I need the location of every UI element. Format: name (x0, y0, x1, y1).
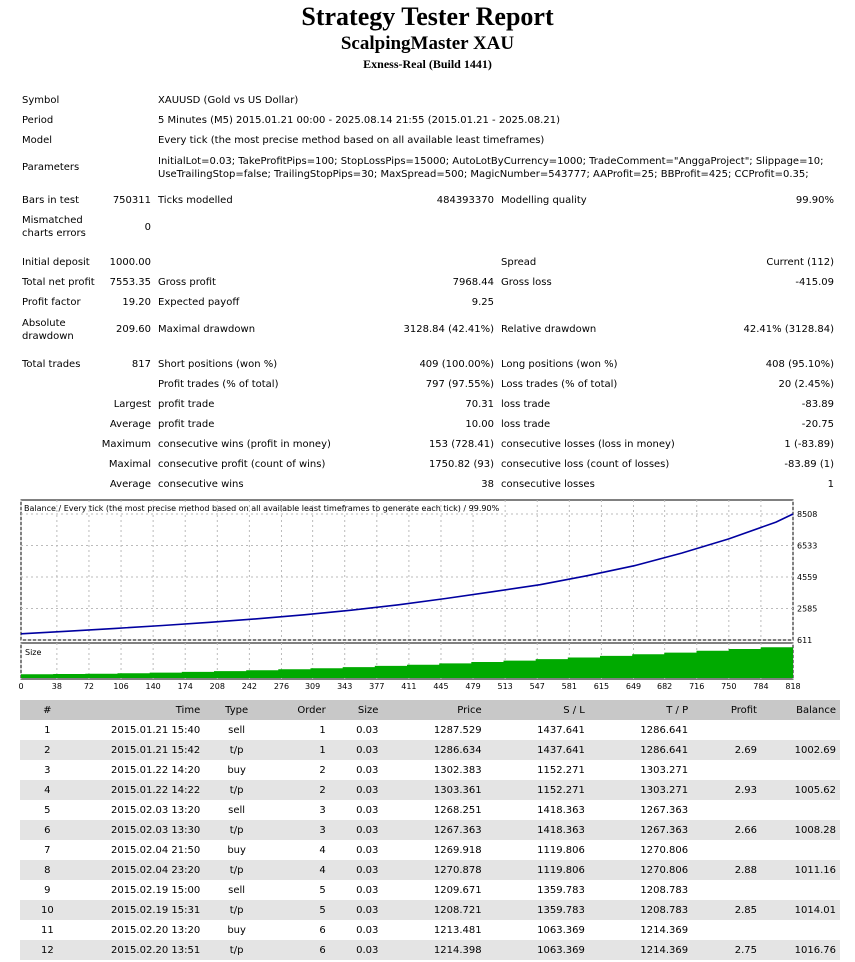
table-cell: 1286.634 (382, 740, 485, 760)
table-cell: 0.03 (330, 740, 383, 760)
y-tick-label: 6533 (797, 541, 818, 551)
table-cell: 2015.01.21 15:40 (110, 724, 201, 736)
table-cell: 1287.529 (433, 724, 482, 736)
table-cell: 2 (20, 740, 75, 760)
table-cell: t/p (204, 740, 269, 760)
col-header: Balance (761, 700, 840, 720)
table-cell: 4 (319, 844, 326, 856)
table-cell: 2.69 (692, 740, 761, 760)
profit-trades-label: Profit trades (% of total) (158, 379, 279, 390)
avg-cons-losses-label: consecutive losses (501, 479, 595, 490)
table-cell (761, 920, 840, 940)
table-cell: 1359.783 (537, 884, 585, 896)
table-cell: 2015.02.04 23:20 (75, 860, 205, 880)
table-cell: 1 (44, 724, 51, 736)
average-profit-value: 10.00 (465, 419, 494, 430)
cons-profit-value: 1750.82 (93) (428, 459, 494, 470)
x-tick-label: 513 (497, 682, 513, 691)
table-cell: t/p (204, 900, 269, 920)
profit-trades-value: 797 (97.55%) (425, 379, 494, 390)
maximal-row (0, 455, 855, 475)
table-cell: 10 (20, 900, 75, 920)
x-tick-label: 445 (433, 682, 449, 691)
x-tick-label: 750 (721, 682, 737, 691)
table-cell: 1119.806 (486, 860, 589, 880)
table-row (20, 720, 840, 740)
abs-dd-label-2: drawdown (22, 331, 74, 342)
table-cell: 5 (319, 884, 326, 896)
table-cell: 4 (20, 780, 75, 800)
quality-value: 99.90% (795, 195, 834, 206)
table-cell: buy (227, 844, 246, 856)
model-label: Model (22, 135, 53, 146)
table-cell: 1286.641 (640, 724, 689, 736)
x-tick-label: 106 (113, 682, 129, 691)
gross-profit-value: 7968.44 (452, 277, 494, 288)
bars-label: Bars in test (22, 195, 79, 206)
table-cell: t/p (204, 860, 269, 880)
table-cell: 1303.361 (382, 780, 485, 800)
profit-trades-row (0, 375, 855, 395)
average-row (0, 415, 855, 435)
mismatch-row (0, 218, 855, 238)
table-cell: 0.03 (330, 900, 383, 920)
long-value: 408 (95.10%) (765, 359, 834, 370)
cons-profit-label: consecutive profit (count of wins) (158, 459, 326, 470)
average-profit-label: profit trade (158, 419, 215, 430)
x-tick-label: 377 (369, 682, 385, 691)
model-value: Every tick (the most precise method based on all available least timeframes) (158, 135, 545, 146)
model-row (0, 131, 855, 151)
avg-cons-losses-value: 1 (827, 479, 834, 490)
profit-factor-value: 19.20 (122, 297, 151, 308)
table-cell: 1011.16 (761, 860, 840, 880)
table-cell: 4 (269, 860, 330, 880)
table-cell: 8 (20, 860, 75, 880)
avg-cons-wins-label: consecutive wins (158, 479, 244, 490)
symbol-value: XAUUSD (Gold vs US Dollar) (158, 95, 299, 106)
parameters-line-2: UseTrailingStop=false; TrailingStopPips=30; MaxSpread=500; MagicNumber=543777; AAProfit=25; BBProfit=425; CCProfit=0.35; (158, 169, 809, 180)
y-tick-label: 8508 (797, 510, 818, 519)
largest-profit-value: 70.31 (465, 399, 494, 410)
x-tick-label: 411 (401, 682, 417, 691)
table-cell: 3 (319, 804, 326, 816)
col-header: Price (382, 700, 485, 720)
table-cell: 1119.806 (537, 844, 585, 856)
table-cell: 1016.76 (761, 940, 840, 960)
table-body (20, 720, 840, 960)
expected-payoff-value: 9.25 (471, 297, 494, 308)
table-cell: 2015.02.20 13:20 (110, 924, 201, 936)
deposit-row (0, 253, 855, 273)
table-cell (761, 840, 840, 860)
avg-cons-row (0, 475, 855, 495)
x-tick-label: 276 (273, 682, 290, 691)
table-cell: 0.03 (330, 820, 383, 840)
table-cell: 11 (40, 924, 54, 936)
x-tick-label: 309 (304, 682, 321, 691)
table-cell: 2015.02.04 21:50 (110, 844, 201, 856)
table-cell: 1214.369 (640, 924, 689, 936)
table-row (20, 940, 840, 960)
parameters-line-1: InitialLot=0.03; TakeProfitPips=100; StopLossPips=15000; AutoLotByCurrency=1000; TradeComment="AnggaProject"; Slippage=10; (158, 156, 824, 167)
gross-loss-label: Gross loss (501, 277, 552, 288)
table-cell: 5 (44, 804, 51, 816)
table-cell: 2.93 (692, 780, 761, 800)
table-cell: 1303.271 (640, 764, 689, 776)
x-tick-label: 615 (593, 682, 610, 691)
table-cell: 1208.783 (589, 900, 692, 920)
table-cell: 1270.878 (382, 860, 485, 880)
x-tick-label: 140 (145, 682, 161, 691)
table-cell: 1214.369 (589, 940, 692, 960)
period-value: 5 Minutes (M5) 2015.01.21 00:00 - 2025.08.14 21:55 (2015.01.21 - 2025.08.21) (158, 115, 560, 126)
max-dd-value: 3128.84 (42.41%) (403, 324, 494, 335)
short-value: 409 (100.00%) (419, 359, 494, 370)
long-label: Long positions (won %) (501, 359, 618, 370)
largest-loss-label: loss trade (501, 399, 551, 410)
period-label: Period (22, 115, 54, 126)
short-label: Short positions (won %) (158, 359, 278, 370)
table-cell (692, 720, 761, 740)
table-cell: 1063.369 (537, 924, 585, 936)
x-tick-label: 343 (337, 682, 353, 691)
table-cell: t/p (204, 940, 269, 960)
x-tick-label: 784 (753, 682, 769, 691)
table-row (20, 820, 840, 840)
broker-build: Exness-Real (Build 1441) (363, 57, 492, 71)
table-row (20, 840, 840, 860)
table-cell: 0.03 (356, 884, 379, 896)
chart-title: Balance / Every tick (the most precise method based on all available least timeframes to generate each tick) / 99.90% (24, 504, 500, 513)
deposit-value: 1000.00 (109, 257, 151, 268)
balance-plot-frame (21, 500, 793, 640)
symbol-row (0, 91, 855, 111)
table-row (20, 920, 840, 940)
y-tick-label: 2585 (797, 604, 818, 614)
table-row (20, 860, 840, 880)
report-title: Strategy Tester Report (301, 2, 554, 31)
table-cell (692, 920, 761, 940)
table-cell (761, 720, 840, 740)
average-loss-label: loss trade (501, 419, 551, 430)
col-header: Order (269, 700, 330, 720)
table-cell: 1008.28 (761, 820, 840, 840)
table-cell: 7 (44, 844, 51, 856)
mismatch-label-1: Mismatched (22, 215, 83, 226)
table-cell: 1208.721 (382, 900, 485, 920)
table-cell: 6 (20, 820, 75, 840)
table-cell (692, 880, 761, 900)
table-cell: 6 (319, 924, 326, 936)
table-cell: buy (227, 764, 246, 776)
average-loss-value: -20.75 (801, 419, 834, 430)
mismatch-value: 0 (144, 222, 151, 233)
x-tick-label: 479 (465, 682, 481, 691)
x-tick-label: 649 (625, 682, 642, 691)
table-cell: 1286.641 (589, 740, 692, 760)
cons-loss-value: -83.89 (1) (784, 459, 834, 470)
table-cell: 0.03 (356, 764, 379, 776)
table-cell: 1268.251 (433, 804, 482, 816)
bars-value: 750311 (112, 195, 151, 206)
loss-trades-value: 20 (2.45%) (778, 379, 834, 390)
table-cell: 1437.641 (537, 724, 585, 736)
x-tick-label: 208 (209, 682, 225, 691)
x-tick-label: 242 (241, 682, 258, 691)
total-trades-value: 817 (131, 359, 151, 370)
table-cell: sell (228, 884, 246, 896)
deposit-label: Initial deposit (22, 257, 90, 268)
table-cell: 2015.02.03 13:30 (75, 820, 205, 840)
table-cell: 1359.783 (486, 900, 589, 920)
x-tick-label: 547 (529, 682, 545, 691)
x-axis-labels (18, 682, 800, 691)
x-tick-label: 72 (83, 682, 95, 691)
col-header: Time (75, 700, 205, 720)
table-cell: 0.03 (356, 924, 379, 936)
ticks-label: Ticks modelled (158, 195, 233, 206)
cons-losses-money-label: consecutive losses (loss in money) (501, 439, 675, 450)
expected-payoff-label: Expected payoff (158, 297, 240, 308)
drawdown-row (0, 320, 855, 340)
net-profit-row (0, 273, 855, 293)
max-dd-label: Maximal drawdown (158, 324, 256, 335)
cons-wins-money-value: 153 (728.41) (428, 439, 494, 450)
table-cell: 2.75 (692, 940, 761, 960)
period-row (0, 111, 855, 131)
table-cell: 1209.671 (433, 884, 482, 896)
gross-loss-value: -415.09 (795, 277, 834, 288)
table-cell: 2015.01.21 15:42 (75, 740, 205, 760)
table-cell: 2.88 (692, 860, 761, 880)
total-trades-row (0, 355, 855, 375)
avg-cons-label: Average (109, 479, 151, 490)
table-cell: 2.66 (692, 820, 761, 840)
table-row (20, 880, 840, 900)
table-cell: 1269.918 (433, 844, 482, 856)
table-cell (692, 760, 761, 780)
table-cell: 1418.363 (537, 804, 585, 816)
table-cell: 1 (269, 740, 330, 760)
table-cell: 0.03 (330, 940, 383, 960)
largest-profit-label: profit trade (158, 399, 215, 410)
table-cell: 2015.01.22 14:22 (75, 780, 205, 800)
table-cell: 1214.398 (382, 940, 485, 960)
x-tick-label: 581 (561, 682, 577, 691)
largest-row (0, 395, 855, 415)
abs-dd-label-1: Absolute (22, 318, 66, 329)
table-cell: 1063.369 (486, 940, 589, 960)
abs-dd-value: 209.60 (116, 324, 151, 335)
profit-factor-label: Profit factor (22, 297, 81, 308)
table-cell: 1 (319, 724, 326, 736)
y-axis-labels (797, 510, 817, 645)
ticks-value: 484393370 (436, 195, 494, 206)
table-cell: 1267.363 (382, 820, 485, 840)
table-cell: 2015.02.03 13:20 (110, 804, 201, 816)
table-cell: 2.85 (692, 900, 761, 920)
parameters-label: Parameters (22, 162, 80, 173)
spread-value: Current (112) (766, 257, 834, 268)
table-cell: t/p (204, 780, 269, 800)
table-cell: 1302.383 (433, 764, 482, 776)
x-tick-label: 716 (689, 682, 705, 691)
table-cell: 1208.783 (640, 884, 689, 896)
table-cell: 2015.02.19 15:00 (110, 884, 201, 896)
col-header: # (20, 700, 75, 720)
table-cell: 6 (269, 940, 330, 960)
table-row (20, 800, 840, 820)
table-row (20, 760, 840, 780)
mismatch-label-2: charts errors (22, 228, 86, 239)
table-cell: 3 (269, 820, 330, 840)
table-cell: 3 (44, 764, 51, 776)
symbol-label: Symbol (22, 95, 60, 106)
table-cell: 0.03 (330, 780, 383, 800)
quality-label: Modelling quality (501, 195, 587, 206)
gross-profit-label: Gross profit (158, 277, 216, 288)
spread-label: Spread (501, 257, 537, 268)
col-header: Size (330, 700, 383, 720)
table-cell (761, 800, 840, 820)
y-tick-label: 4559 (797, 573, 818, 583)
table-cell: 1152.271 (537, 764, 585, 776)
table-cell: 9 (44, 884, 51, 896)
x-tick-label: 38 (51, 682, 62, 691)
table-cell: 1437.641 (486, 740, 589, 760)
largest-loss-value: -83.89 (801, 399, 834, 410)
loss-trades-label: Loss trades (% of total) (501, 379, 618, 390)
table-cell: 2015.02.19 15:31 (75, 900, 205, 920)
table-cell: 1213.481 (433, 924, 482, 936)
maximum-row (0, 435, 855, 455)
col-header: S / L (486, 700, 589, 720)
table-cell (692, 840, 761, 860)
average-label: Average (109, 419, 151, 430)
net-profit-label: Total net profit (22, 277, 95, 288)
avg-cons-wins-value: 38 (481, 479, 494, 490)
balance-chart (18, 500, 833, 696)
table-cell: buy (227, 924, 246, 936)
cons-wins-money-label: consecutive wins (profit in money) (158, 439, 331, 450)
table-cell: 1270.806 (589, 860, 692, 880)
size-label: Size (25, 648, 42, 657)
table-row (20, 780, 840, 800)
table-cell: 1270.806 (640, 844, 689, 856)
profit-factor-row (0, 293, 855, 313)
x-tick-label: 818 (785, 682, 801, 691)
y-tick-label: 611 (797, 636, 813, 645)
table-cell: 0.03 (356, 804, 379, 816)
table-cell: 2 (269, 780, 330, 800)
ea-name: ScalpingMaster XAU (340, 33, 515, 54)
table-cell: 1303.271 (589, 780, 692, 800)
col-header: Type (204, 700, 269, 720)
total-trades-label: Total trades (22, 359, 81, 370)
table-cell: 1152.271 (486, 780, 589, 800)
table-cell: t/p (204, 820, 269, 840)
table-header-row (20, 700, 840, 720)
table-cell: 1267.363 (640, 804, 689, 816)
rel-dd-value: 42.41% (3128.84) (743, 324, 834, 335)
table-row (20, 900, 840, 920)
bars-row (0, 191, 855, 211)
table-cell: 1267.363 (589, 820, 692, 840)
table-cell: 1002.69 (761, 740, 840, 760)
table-row (20, 740, 840, 760)
table-cell (761, 880, 840, 900)
x-tick-label: 682 (657, 682, 673, 691)
trades-table (20, 700, 840, 960)
net-profit-value: 7553.35 (109, 277, 151, 288)
table-cell: 2015.01.22 14:20 (110, 764, 201, 776)
table-cell: 2015.02.20 13:51 (75, 940, 205, 960)
table-cell (761, 760, 840, 780)
cons-loss-label: consecutive loss (count of losses) (501, 459, 670, 470)
table-cell: 1418.363 (486, 820, 589, 840)
x-tick-label: 0 (18, 682, 24, 691)
rel-dd-label: Relative drawdown (501, 324, 597, 335)
largest-label: Largest (113, 399, 151, 410)
table-cell: 1005.62 (761, 780, 840, 800)
table-cell: 5 (269, 900, 330, 920)
table-cell: sell (228, 724, 246, 736)
table-cell: 12 (20, 940, 75, 960)
table-cell: 0.03 (356, 844, 379, 856)
table-cell (692, 800, 761, 820)
x-tick-label: 174 (177, 682, 193, 691)
table-cell: 1014.01 (761, 900, 840, 920)
maximal-label: Maximal (108, 459, 151, 470)
table-cell: 0.03 (330, 860, 383, 880)
table-cell: 0.03 (356, 724, 379, 736)
table-cell: 2 (319, 764, 326, 776)
cons-losses-money-value: 1 (-83.89) (784, 439, 834, 450)
table-cell: sell (228, 804, 246, 816)
maximum-label: Maximum (101, 439, 151, 450)
col-header: T / P (589, 700, 692, 720)
col-header: Profit (692, 700, 761, 720)
